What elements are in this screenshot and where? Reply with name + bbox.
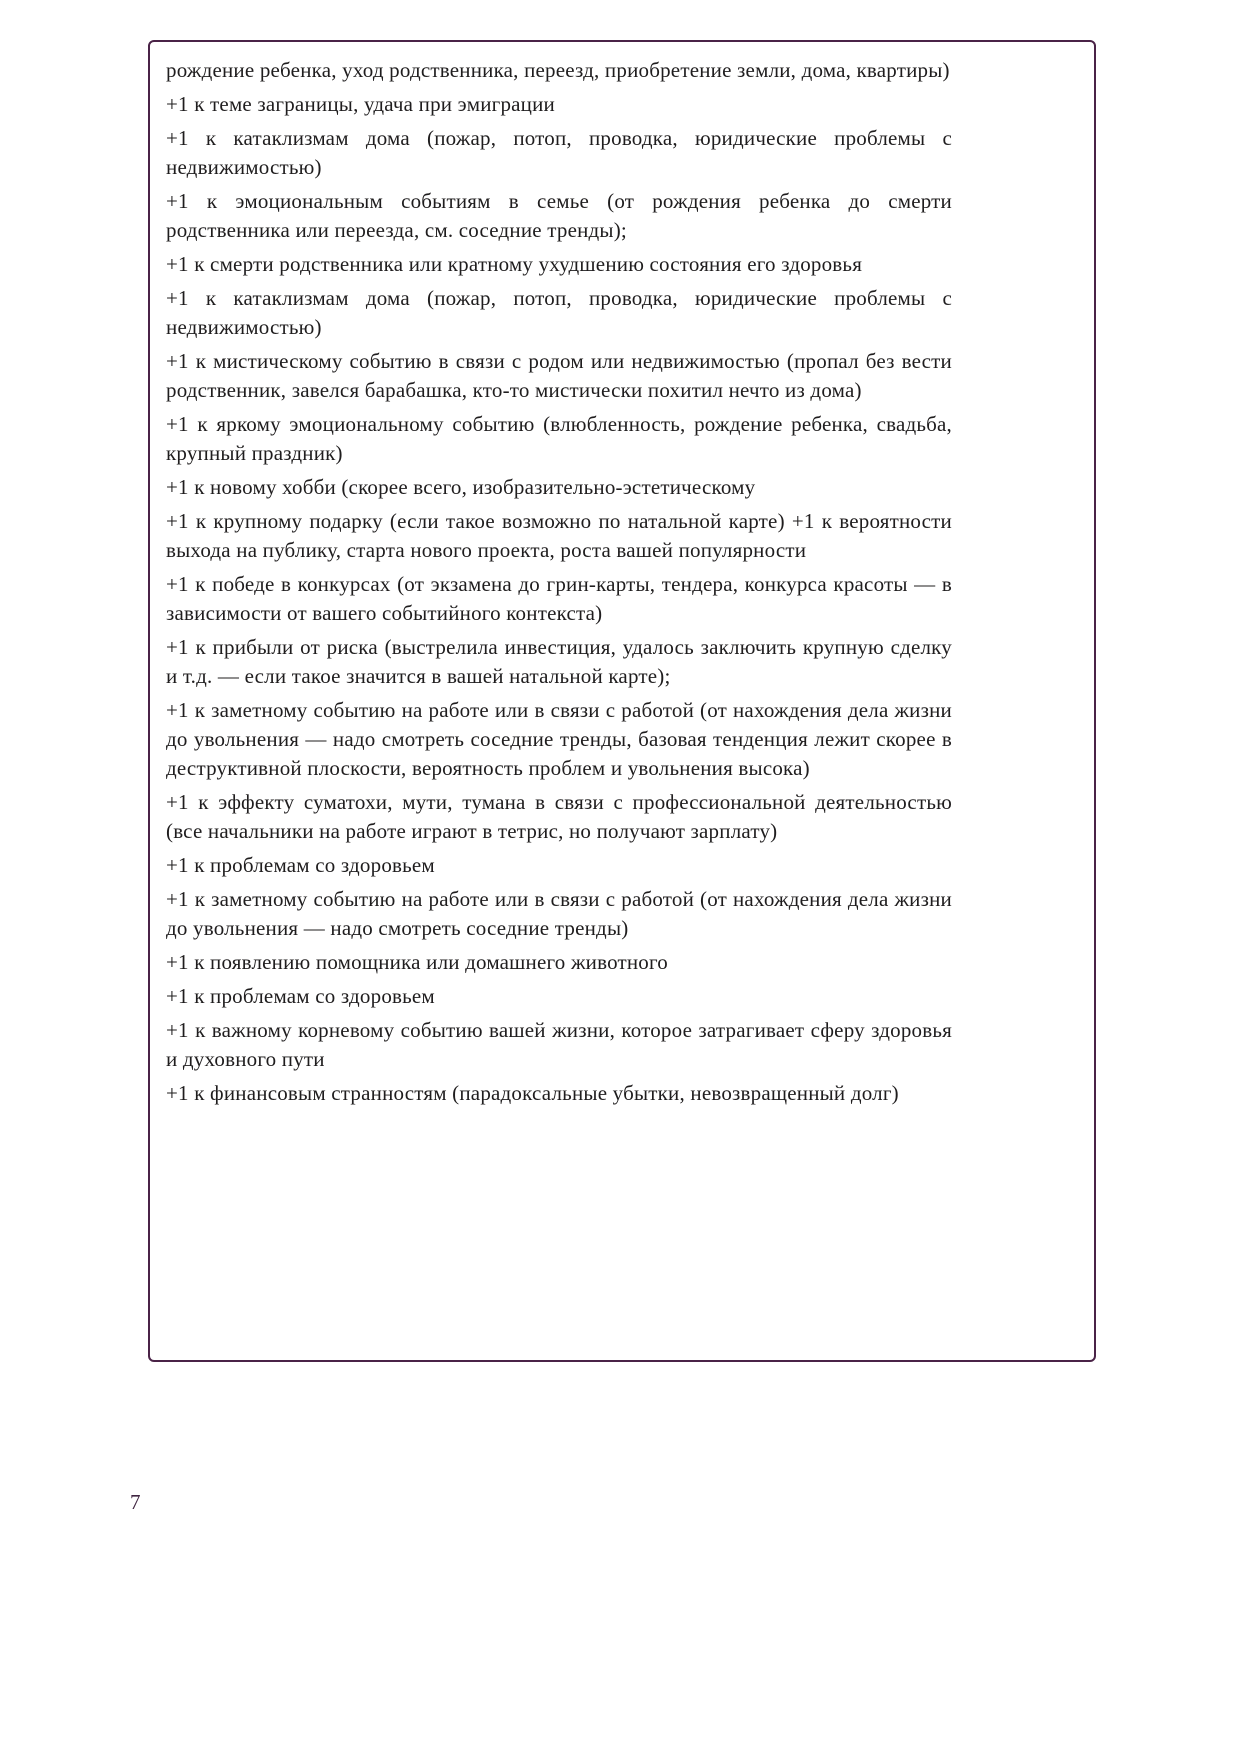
paragraph: +1 к яркому эмоциональному событию (влюбленность, рождение ребенка, свадьба, крупный праздник) [166, 412, 952, 465]
paragraph: +1 к прибыли от риска (выстрелила инвестиция, удалось заключить крупную сделку и т.д. — если такое значится в вашей натальной карте); [166, 635, 952, 688]
paragraph: +1 к появлению помощника или домашнего животного [166, 950, 669, 974]
paragraph: +1 к эмоциональным событиям в семье (от рождения ребенка до смерти родственника или переезда, см. соседние тренды); [166, 189, 952, 242]
paragraph: +1 к проблемам со здоровьем [166, 853, 435, 877]
paragraph: +1 к теме заграницы, удача при эмиграции [166, 92, 555, 116]
paragraph: +1 к катаклизмам дома (пожар, потоп, проводка, юридические проблемы с недвижимостью) [166, 286, 952, 339]
text-block [166, 56, 952, 1113]
paragraph: +1 к мистическому событию в связи с родом или недвижимостью (пропал без вести родственник, завелся барабашка, кто-то мистически похитил нечто из дома) [166, 349, 952, 402]
page-border-frame [148, 40, 1096, 1362]
paragraph: +1 к заметному событию на работе или в связи с работой (от нахождения дела жизни до увольнения — надо смотреть соседние тренды) [166, 887, 952, 940]
paragraph: +1 к новому хобби (скорее всего, изобразительно-эстетическому [166, 475, 756, 499]
paragraph: +1 к финансовым странностям (парадоксальные убытки, невозвращенный долг) [166, 1081, 899, 1105]
page-number: 7 [130, 1490, 141, 1514]
paragraph: +1 к крупному подарку (если такое возможно по натальной карте) +1 к вероятности выхода на публику, старта нового проекта, роста вашей популярности [166, 509, 952, 562]
paragraph: +1 к победе в конкурсах (от экзамена до грин-карты, тендера, конкурса красоты — в зависимости от вашего событийного контекста) [166, 572, 952, 625]
paragraph: +1 к заметному событию на работе или в связи с работой (от нахождения дела жизни до увольнения — надо смотреть соседние тренды, базовая тенденция лежит скорее в деструктивной плоскости, вероятность проблем и увольнения высока) [166, 698, 952, 780]
paragraph: +1 к катаклизмам дома (пожар, потоп, проводка, юридические проблемы с недвижимостью) [166, 126, 952, 179]
paragraph: рождение ребенка, уход родственника, переезд, приобретение земли, дома, квартиры) [166, 58, 950, 82]
paragraph: +1 к проблемам со здоровьем [166, 984, 435, 1008]
paragraph: +1 к важному корневому событию вашей жизни, которое затрагивает сферу здоровья и духовного пути [166, 1018, 952, 1071]
paragraph: +1 к смерти родственника или кратному ухудшению состояния его здоровья [166, 252, 863, 276]
paragraph: +1 к эффекту суматохи, мути, тумана в связи с профессиональной деятельностью (все начальники на работе играют в тетрис, но получают зарплату) [166, 790, 952, 843]
